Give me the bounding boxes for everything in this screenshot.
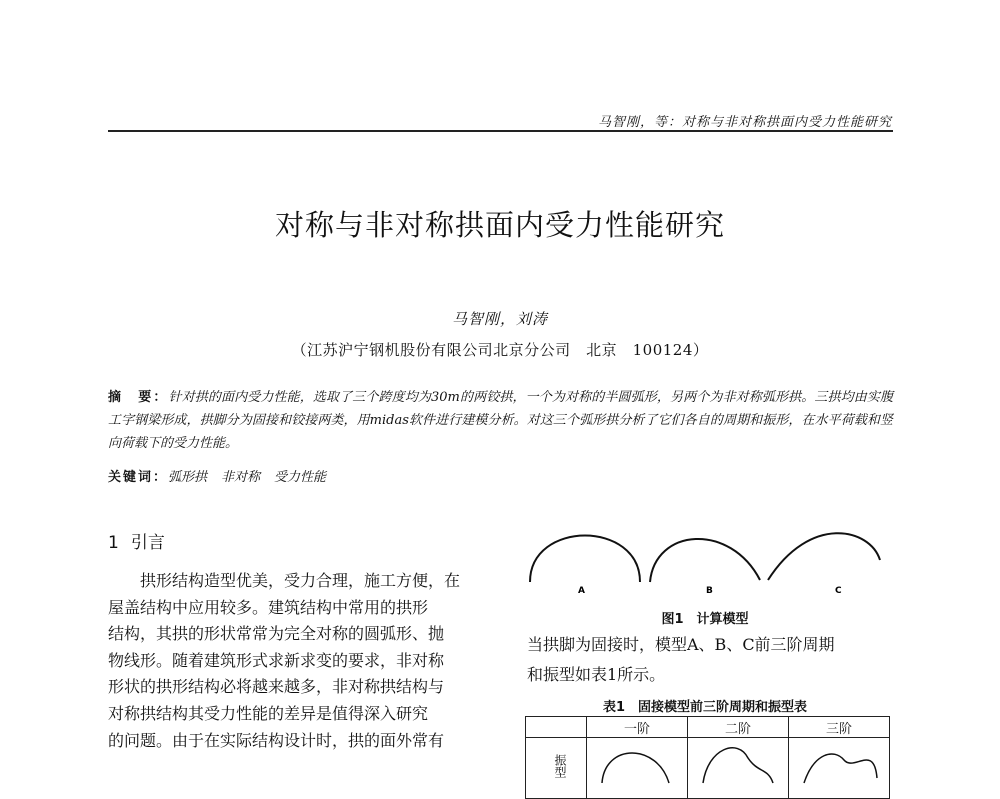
keyword: 受力性能: [274, 470, 327, 485]
table-header-cell: 一阶: [587, 717, 688, 738]
body-line: 结构，其拱的形状常常为完全对称的圆弧形、抛: [108, 624, 445, 644]
right-column-paragraph: [527, 630, 897, 690]
body-line: 当拱脚为固接时，模型A、B、C前三阶周期: [527, 635, 835, 654]
keyword: 弧形拱: [168, 470, 208, 485]
figure-label: A: [578, 586, 585, 596]
section-title: 引言: [130, 533, 165, 553]
section-number: 1: [108, 533, 119, 553]
left-column-body: [108, 568, 474, 754]
body-line: 屋盖结构中应用较多。建筑结构中常用的拱形: [108, 597, 429, 617]
table-header-row: [526, 717, 890, 738]
mode-shape-cell: [688, 738, 789, 799]
arch-model-c: [768, 533, 880, 580]
header-rule: [108, 130, 893, 132]
table-header-cell: [526, 717, 587, 738]
figure-label: C: [835, 586, 842, 596]
table-header-cell: 二阶: [688, 717, 789, 738]
abstract: [108, 386, 893, 455]
table-caption: 表1 固接模型前三阶周期和振型表: [602, 700, 808, 715]
body-line: 对称拱结构其受力性能的差异是值得深入研究: [108, 703, 429, 723]
body-line: 的问题。由于在实际结构设计时，拱的面外常有: [108, 730, 445, 750]
table-row-label-cell: [526, 738, 587, 799]
paper-title: 对称与非对称拱面内受力性能研究: [274, 208, 725, 242]
keywords-label: 关键词：: [108, 470, 169, 485]
figure-caption: 图1 计算模型: [661, 612, 749, 627]
body-line: 拱形结构造型优美，受力合理，施工方便，在: [108, 571, 461, 590]
abstract-label: 摘 要：: [108, 390, 169, 405]
running-header: 马智刚，等：对称与非对称拱面内受力性能研究: [597, 115, 892, 130]
mode-shape-cell: [587, 738, 688, 799]
keywords: [108, 466, 340, 485]
body-line: 和振型如表1所示。: [527, 665, 666, 684]
mode-shape-1: [587, 738, 687, 798]
section-heading: [108, 528, 165, 553]
arch-model-a: [530, 536, 640, 583]
affiliation: （江苏沪宁钢机股份有限公司北京分公司 北京 100124）: [291, 341, 709, 359]
arch-model-b: [650, 539, 760, 582]
body-line: 物线形。随着建筑形式求新求变的要求，非对称: [108, 650, 445, 670]
table-header-cell: 三阶: [789, 717, 890, 738]
mode-shape-3: [789, 738, 889, 798]
body-line: 形状的拱形结构必将越来越多，非对称拱结构与: [108, 677, 445, 697]
period-mode-table: [525, 716, 890, 799]
table-row: [526, 738, 890, 799]
table-row-label: 振型: [553, 754, 567, 778]
abstract-text: 针对拱的面内受力性能，选取了三个跨度均为30m的两铰拱，一个为对称的半圆弧形，另两个为非对称弧形拱。三拱均由实腹工字钢梁形成，拱脚分为固接和铰接两类，用midas软件进行建模分析。对这三个弧形拱分析了它们各自的周期和振形，在水平荷载和竖向荷载下的受力性能。: [108, 390, 893, 451]
mode-shape-2: [688, 738, 788, 798]
figure-label: B: [706, 586, 713, 596]
figure-arch-models: [520, 520, 890, 615]
mode-shape-cell: [789, 738, 890, 799]
authors: 马智刚，刘涛: [451, 310, 548, 328]
keyword: 非对称: [221, 470, 261, 485]
